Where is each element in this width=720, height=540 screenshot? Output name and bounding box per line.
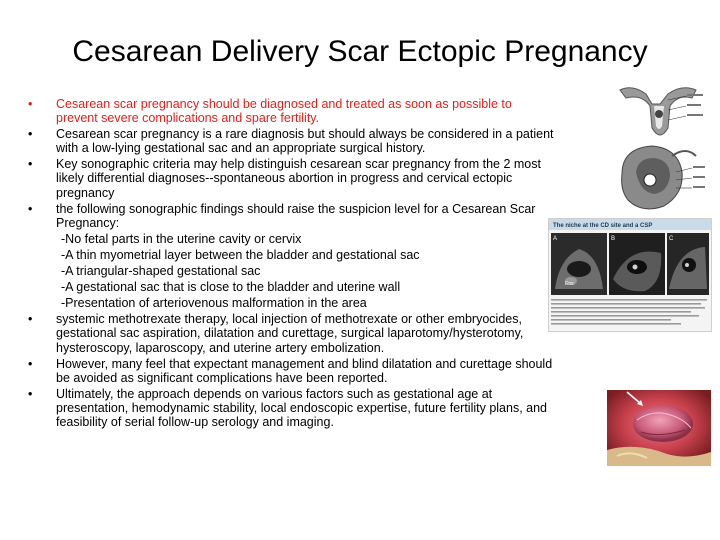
bullet-marker: • (28, 127, 33, 142)
ultrasound-panel-figure (548, 218, 712, 332)
bullet-text: systemic methotrexate therapy, local injection of methotrexate or other embryocides, gestational sac aspiration, dilatation and curettage, surgical laparotomy/hysterotomy, hysteroscopy, laparoscopy, and uterine artery embolization. (56, 312, 524, 355)
surgical-photo-figure (607, 390, 711, 466)
sub-item: -A thin myometrial layer between the bladder and gestational sac (61, 247, 420, 262)
bullet-item (28, 387, 556, 429)
bullet-marker: • (28, 97, 33, 111)
bullet-item (28, 202, 556, 230)
sub-item: -A gestational sac that is close to the bladder and uterine wall (61, 280, 401, 295)
sub-item: -Presentation of arteriovenous malformation in the area (61, 296, 367, 311)
slide-body (28, 97, 556, 431)
panel-label-a: A (553, 236, 558, 242)
bullet-item (28, 127, 556, 155)
sub-item: -No fetal parts in the uterine cavity or cervix (61, 231, 302, 246)
bullet-marker: • (28, 386, 33, 401)
panel-label-b: B (611, 236, 616, 242)
bullet-text: Cesarean scar pregnancy is a rare diagnosis but should always be considered in a patient with a low-lying gestational sac and an appropriate surgical history. (56, 127, 554, 156)
panel-tag-ens: Ens (565, 281, 574, 287)
bullet-item (28, 157, 556, 199)
uterus-diagram-figure (612, 76, 708, 218)
panel-label-c: C (669, 236, 674, 242)
panel-title-text: The niche at the CD site and a CSP (553, 223, 653, 229)
bullet-marker: • (28, 157, 33, 172)
bullet-marker: • (28, 312, 33, 327)
bullet-text: the following sonographic findings should raise the suspicion level for a Cesarean Scar Pregnancy: (56, 201, 536, 230)
slide-title: Cesarean Delivery Scar Ectopic Pregnancy (72, 35, 648, 68)
bullet-marker: • (28, 201, 33, 216)
bullet-item (28, 97, 556, 125)
bullet-item (28, 357, 556, 385)
bullet-marker: • (28, 356, 33, 371)
bullet-text: Key sonographic criteria may help distinguish cesarean scar pregnancy from the 2 most likely differential diagnoses--spontaneous abortion in progress and cervical ectopic pregnancy (56, 157, 541, 200)
bullet-item (28, 312, 556, 354)
bullet-text: Ultimately, the approach depends on various factors such as gestational age at presentation, hemodynamic stability, local endoscopic expertise, future fertility plans, and feasibility of serial follow-up serology and imaging. (56, 386, 547, 429)
bullet-text: Cesarean scar pregnancy should be diagnosed and treated as soon as possible to prevent severe complications and spare fertility. (56, 97, 512, 126)
sub-item: -A triangular-shaped gestational sac (61, 264, 261, 279)
bullet-text: However, many feel that expectant management and blind dilatation and curettage should be avoided as significant complications have been reported. (56, 356, 553, 385)
